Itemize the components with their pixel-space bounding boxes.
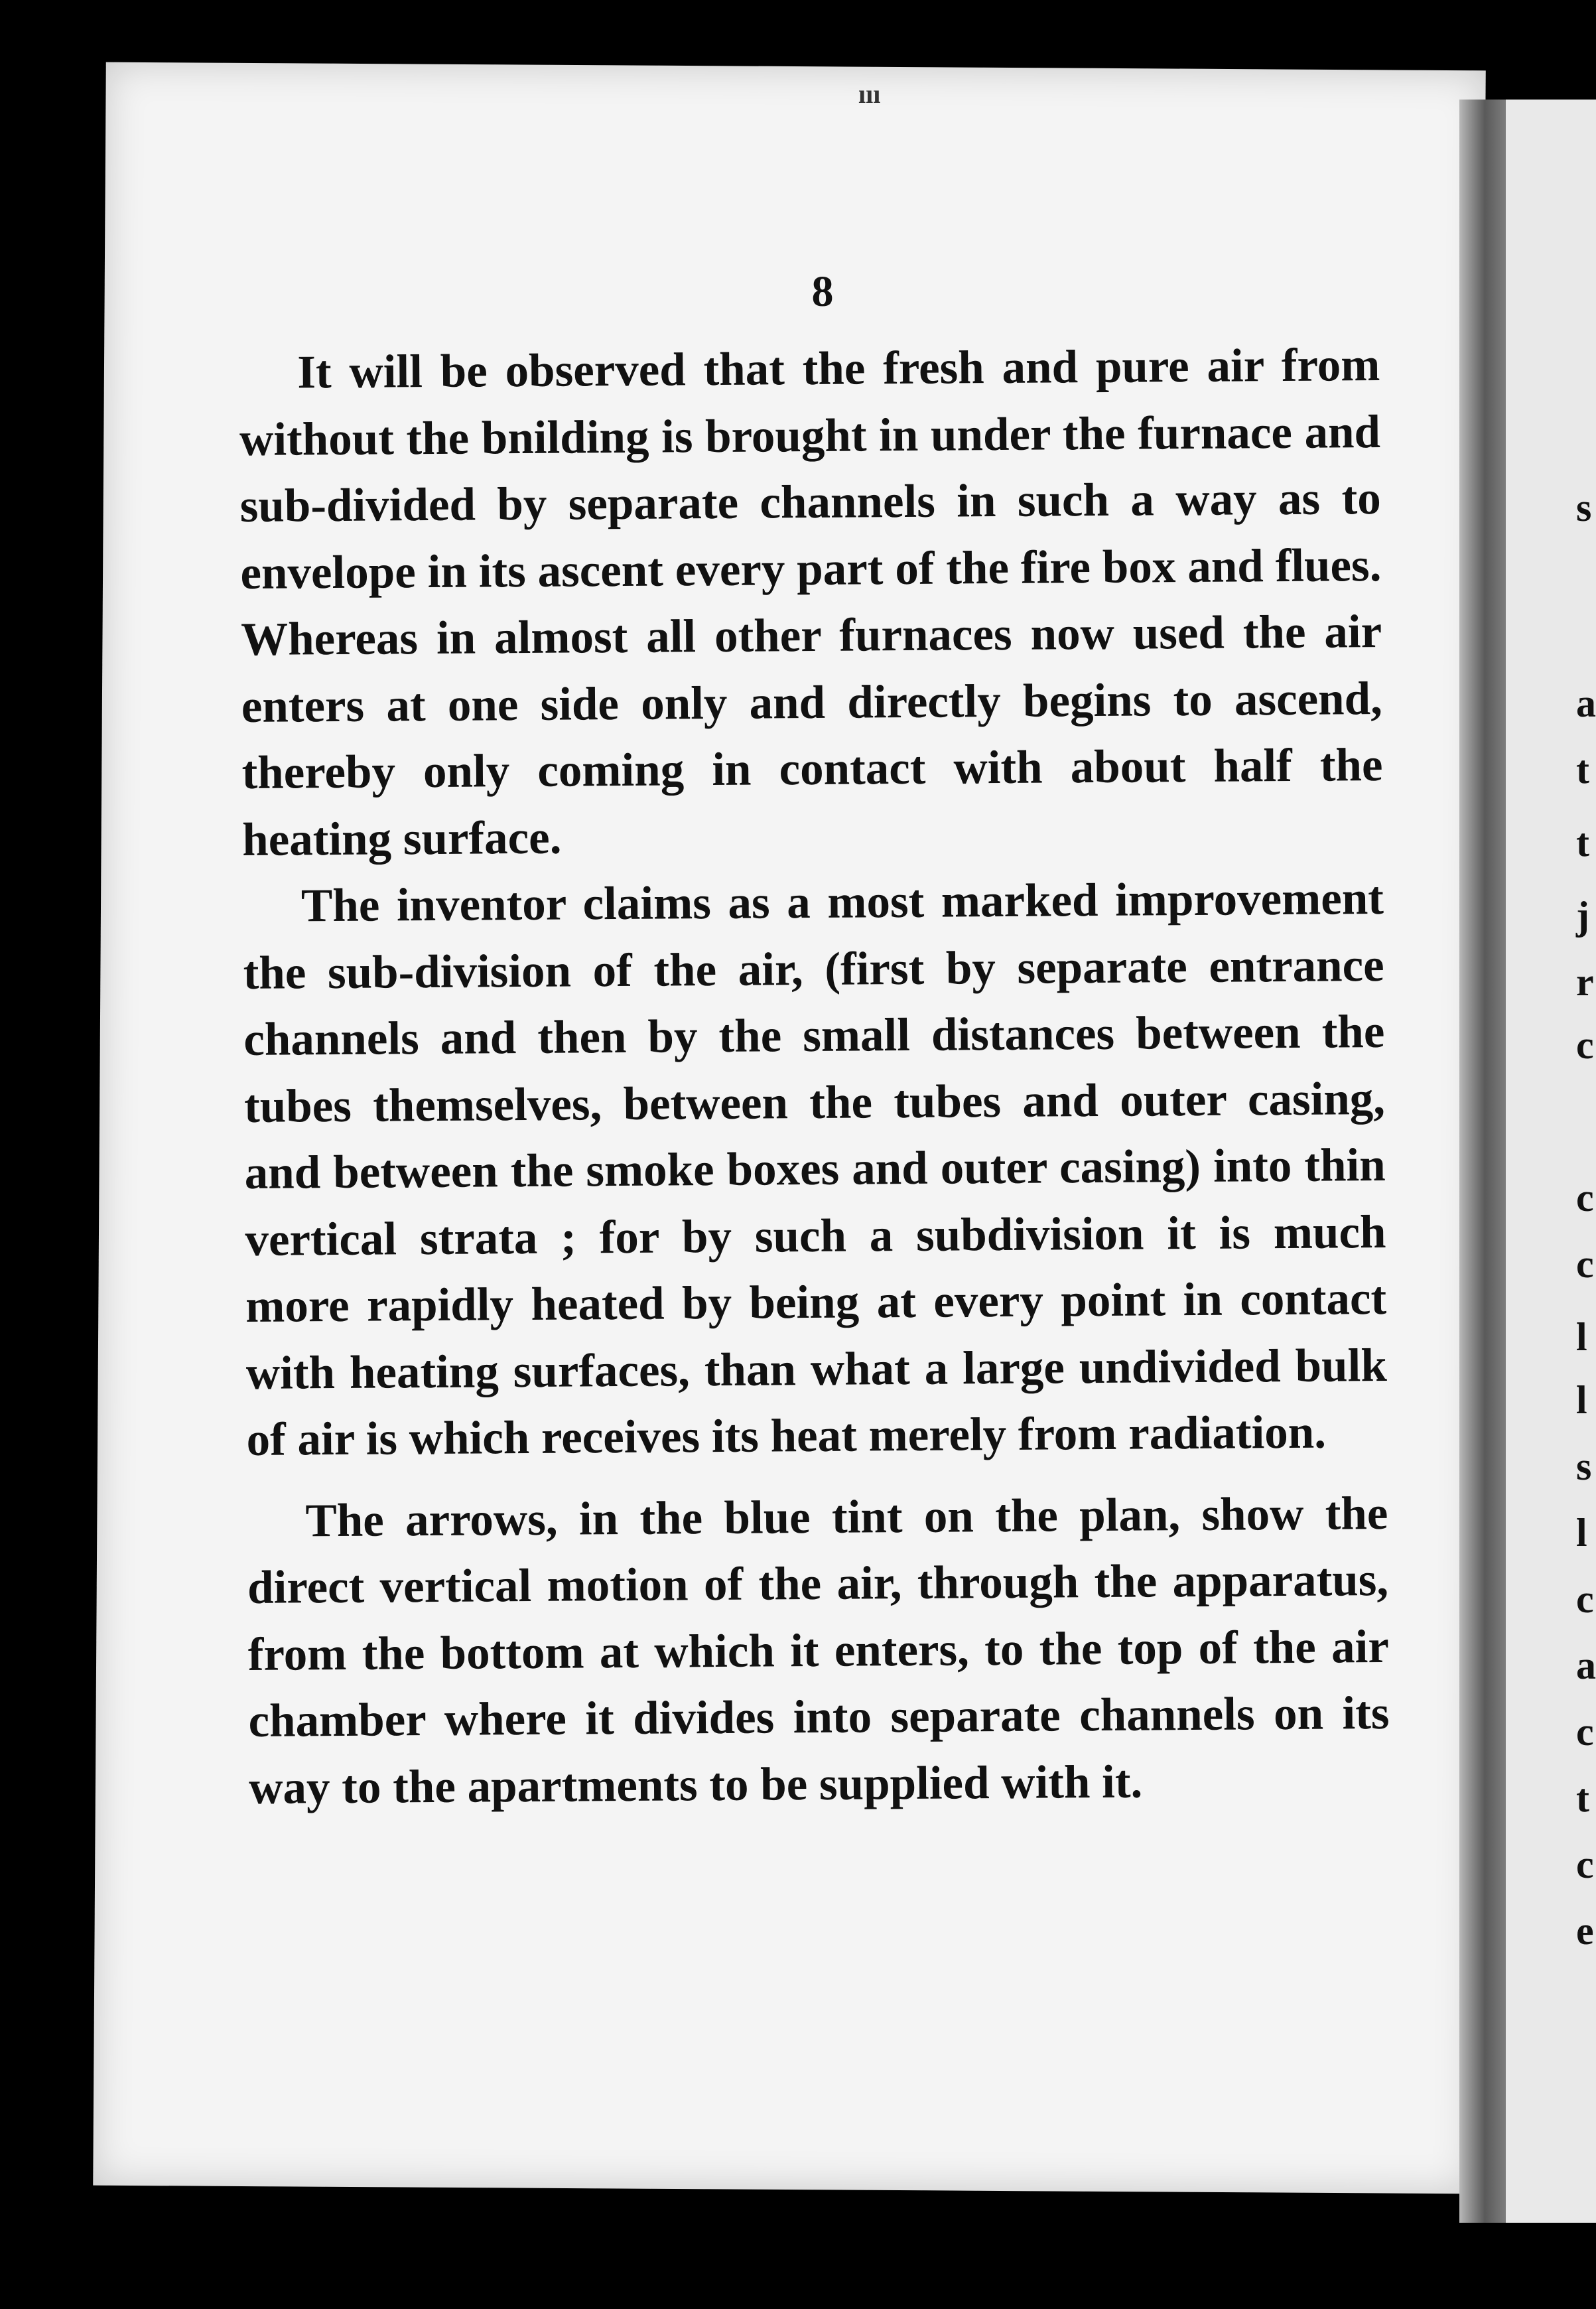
page-number: 8	[811, 267, 834, 316]
facing-letter: a	[1576, 681, 1596, 725]
facing-letter: c	[1576, 1843, 1594, 1886]
facing-letter: c	[1576, 1710, 1594, 1754]
facing-letter: l	[1576, 1315, 1587, 1359]
facing-letter: s	[1576, 1444, 1592, 1488]
binding-gutter	[1459, 100, 1506, 2223]
paragraph-fresh-air: It will be observed that the fresh and pure air from without the bnilding is brought in under the furnace and sub-divided by separate channels in such a way as to envelope in its ascent every part of the fire box and flues. Whereas in almost all other furnaces now used the air enters at one side only and directly begins to ascend, thereby only coming in contact with about half the heating surface.	[239, 338, 1383, 866]
facing-letter: t	[1576, 748, 1589, 792]
facing-letter: a	[1576, 1644, 1596, 1687]
body-text	[239, 332, 1390, 1821]
facing-letter: l	[1576, 1378, 1587, 1422]
header-mark: ııı	[858, 79, 881, 109]
facing-page	[1506, 100, 1596, 2223]
facing-letter: t	[1576, 1776, 1589, 1820]
facing-letter: c	[1576, 1023, 1594, 1067]
facing-letter: e	[1576, 1909, 1594, 1953]
facing-letter: l	[1576, 1511, 1587, 1555]
facing-letter: t	[1576, 821, 1589, 865]
facing-letter: r	[1576, 960, 1594, 1004]
paragraph-sub-division: The inventor claims as a most marked improvement the sub-division of the air, (first by separate entrance channels and then by the small distances between the tubes themselves, between the tubes and outer casing, and between the smoke boxes and outer casing) into thin vertical strata ; for by such a subdivision it is much more rapidly heated by being at every point in contact with heating surfaces, than what a large undivided bulk of air is which receives its heat merely from radiation.	[243, 872, 1388, 1466]
paragraph-arrows: The arrows, in the blue tint on the plan, show the direct vertical motion of the air, through the apparatus, from the bottom at which it enters, to the top of the air chamber where it divides into separate channels on its way to the apartments to be supplied with it.	[247, 1487, 1390, 1814]
facing-letter: c	[1576, 1577, 1594, 1621]
facing-letter: c	[1576, 1176, 1594, 1220]
facing-letter: j	[1576, 894, 1589, 938]
facing-letter: s	[1576, 486, 1592, 529]
facing-letter: c	[1576, 1242, 1594, 1286]
